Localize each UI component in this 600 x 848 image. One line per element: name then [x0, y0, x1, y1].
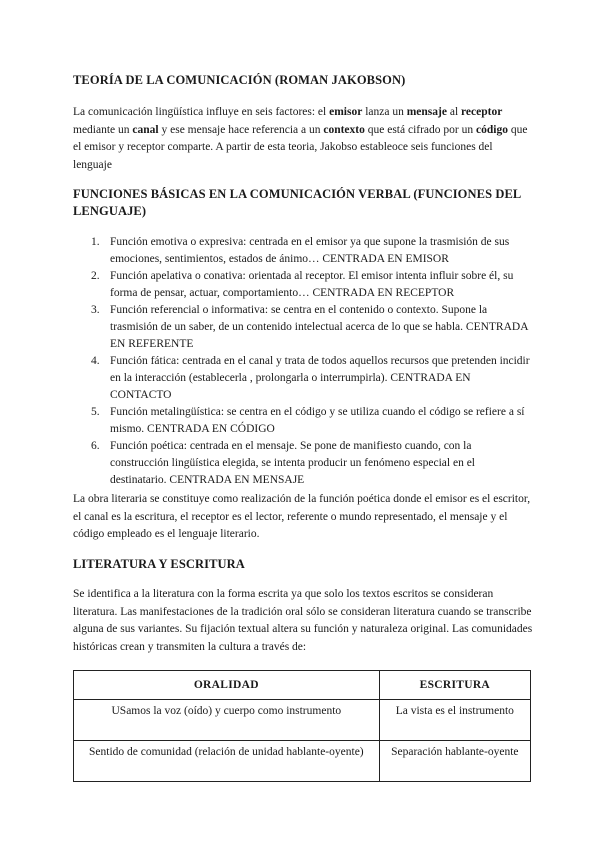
- list-number: 1.: [91, 236, 100, 248]
- table-cell: USamos la voz (oído) y cuerpo como instrumento: [74, 700, 380, 741]
- list-item: [73, 268, 533, 302]
- obra-paragraph: La obra literaria se constituye como realización de la función poética donde el emisor es el escritor, el canal es la escritura, el receptor es el lector, referente o mundo representado, el mensaje y el código empleado es el lenguaje literario.: [73, 493, 531, 540]
- list-item-text: Función referencial o informativa: se centra en el contenido o contexto. Supone la trasmisión de un saber, de un contenido intelectual acerca de lo que se habla. CENTRADA EN REFERENTE: [110, 304, 528, 350]
- comparison-table: [73, 670, 531, 782]
- intro-text: que está cifrado por un: [364, 123, 476, 136]
- list-item: [73, 438, 533, 489]
- term-mensaje: mensaje: [406, 106, 447, 118]
- table-cell: Sentido de comunidad (relación de unidad hablante-oyente): [74, 741, 380, 782]
- intro-text: mediante un: [73, 123, 133, 136]
- header-escritura: ESCRITURA: [379, 671, 530, 700]
- list-item-text: Función apelativa o conativa: orientada al receptor. El emisor intenta influir sobre él, su forma de pensar, actuar, comportamiento… CENTRADA EN RECEPTOR: [110, 270, 514, 299]
- literatura-paragraph: Se identifica a la literatura con la forma escrita ya que solo los textos escritos se consideran literatura. Las manifestaciones de la tradición oral sólo se consideran literatura cuando se transcribe alguna de sus variantes. Su fijación textual altera su función y naturaleza original. Las comunidades históricas crean y transmiten la cultura a través de:: [73, 588, 533, 653]
- table-cell: La vista es el instrumento: [379, 700, 530, 741]
- list-number: 2.: [91, 270, 100, 282]
- list-item: [73, 234, 533, 268]
- table-header-row: [74, 671, 531, 700]
- intro-text: al: [446, 106, 462, 118]
- term-emisor: emisor: [329, 106, 363, 118]
- intro-text: La comunicación lingüística influye en seis factores: el: [73, 106, 330, 118]
- list-item-text: Función fática: centrada en el canal y trata de todos aquellos recursos que pretenden incidir en la interacción (establecerla , prolongarla o interrumpirla). CENTRADA EN CONTACTO: [110, 355, 530, 401]
- term-receptor: receptor: [461, 106, 503, 118]
- list-item: [73, 302, 533, 353]
- list-item: [73, 353, 533, 404]
- list-item-text: Función emotiva o expresiva: centrada en el emisor ya que supone la trasmisión de sus emociones, sentimientos, estados de ánimo… CENTRADA EN EMISOR: [110, 236, 510, 265]
- intro-text: y ese mensaje hace referencia a un: [158, 123, 324, 136]
- term-canal: canal: [132, 123, 159, 136]
- intro-paragraph: [73, 104, 533, 174]
- table-row: [74, 741, 531, 782]
- term-codigo: código: [476, 123, 508, 136]
- list-item-text: Función metalingüística: se centra en el código y se utiliza cuando el código se refiere a sí mismo. CENTRADA EN CÓDIGO: [110, 406, 525, 435]
- term-contexto: contexto: [323, 123, 365, 136]
- list-number: 4.: [91, 355, 100, 367]
- list-item-text: Función poética: centrada en el mensaje. Se pone de manifiesto cuando, con la construcción lingüística elegida, se intenta producir un fenómeno especial en el destinatario. CENTRADA EN MENSAJE: [110, 440, 475, 486]
- list-number: 3.: [91, 304, 100, 316]
- table-cell: Separación hablante-oyente: [379, 741, 530, 782]
- intro-text: que el emisor y receptor comparte. A partir de esta teoria, Jakobso estableoce seis funciones del lenguaje: [73, 123, 528, 171]
- header-oralidad: ORALIDAD: [74, 671, 380, 700]
- functions-list: [73, 234, 533, 489]
- heading-literatura: LITERATURA Y ESCRITURA: [73, 557, 245, 571]
- intro-text: lanza un: [362, 106, 407, 118]
- heading-funciones: FUNCIONES BÁSICAS EN LA COMUNICACIÓN VERBAL (FUNCIONES DEL LENGUAJE): [73, 187, 521, 218]
- table-row: [74, 700, 531, 741]
- list-number: 6.: [91, 440, 100, 452]
- list-number: 5.: [91, 406, 100, 418]
- heading-teoria: TEORÍA DE LA COMUNICACIÓN (ROMAN JAKOBSON): [73, 73, 406, 87]
- list-item: [73, 404, 533, 438]
